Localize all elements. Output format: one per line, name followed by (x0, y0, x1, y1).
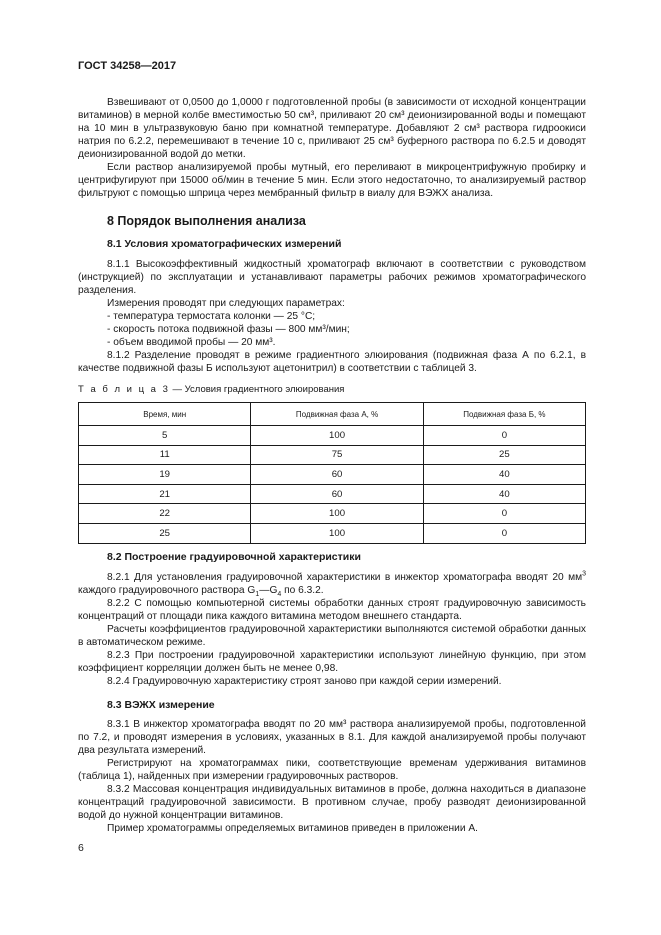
gradient-table (78, 402, 586, 544)
table-cell: 60 (251, 484, 423, 504)
list-item: - объем вводимой пробы — 20 мм³. (107, 337, 276, 348)
table-cell: 0 (423, 504, 585, 524)
paragraph: 8.1.2 Разделение проводят в режиме градиентного элюирования (подвижная фаза А по 6.2.1, в качестве подвижной фазы Б используют ацетонитрил) в соответствии с таблицей 3. (78, 350, 586, 374)
section-8-2-text (78, 571, 586, 688)
table-header-row (79, 403, 586, 426)
section-8-title: 8 Порядок выполнения анализа (107, 214, 306, 228)
paragraph: Расчеты коэффициентов градуировочной характеристики выполняются системой обработки данных в автоматическом режиме. (78, 624, 586, 648)
section-8-1-title: 8.1 Условия хроматографических измерений (107, 238, 342, 250)
table-row (79, 504, 586, 524)
table-row (79, 426, 586, 446)
table-cell: 5 (79, 426, 251, 446)
table-caption-text: — Условия градиентного элюирования (169, 384, 345, 395)
paragraph: 8.2.4 Градуировочную характеристику строят заново при каждой серии измерений. (107, 676, 502, 687)
paragraph: Если раствор анализируемой пробы мутный, его переливают в микроцентрифужную пробирку и центрифугируют при 15000 об/мин в течение 5 мин. Если этого недостаточно, то анализируемый раствор фильтруют с помощью шприца через мембранный фильтр в виалу для ВЭЖХ анализа. (78, 162, 586, 199)
table-caption (78, 384, 344, 395)
table-cell: 100 (251, 426, 423, 446)
table-cell: 11 (79, 445, 251, 465)
table-header-cell: Время, мин (79, 403, 251, 426)
table-cell: 75 (251, 445, 423, 465)
table-cell: 40 (423, 465, 585, 485)
table-cell: 0 (423, 426, 585, 446)
paragraph: 8.1.1 Высокоэффективный жидкостный хроматограф включают в соответствии с руководством (инструкцией) по эксплуатации и устанавливают параметры рабочих режимов хроматографического разделения. (78, 259, 586, 296)
paragraph: 8.3.1 В инжектор хроматографа вводят по 20 мм³ раствора анализируемой пробы, подготовленной по 7.2, и проводят измерения в условиях, указанных в 8.1. Для каждой анализируемой пробы получают два результата измерений. (78, 719, 586, 756)
table-cell: 25 (423, 445, 585, 465)
table-caption-prefix: Т а б л и ц а 3 (78, 384, 170, 395)
table-cell: 21 (79, 484, 251, 504)
table-cell: 0 (423, 523, 585, 543)
paragraph: 8.3.2 Массовая концентрация индивидуальных витаминов в пробе, должна находиться в диапазоне концентраций градуировочной зависимости. В противном случае, пробу разводят деионизированной водой до нужной концентрации витаминов. (78, 784, 586, 821)
page-number: 6 (78, 842, 84, 854)
list-item: - температура термостата колонки — 25 °С; (107, 311, 316, 322)
paragraph: 8.2.1 Для установления градуировочной характеристики в инжектор хроматографа вводят 20 $мм^3$ каждого градуировочного раствора $G_1—G_4$ по 6.3.2. (78, 570, 586, 599)
table-cell: 19 (79, 465, 251, 485)
paragraph: Пример хроматограммы определяемых витаминов приведен в приложении А. (107, 823, 478, 834)
paragraph: Взвешивают от 0,0500 до 1,0000 г подготовленной пробы (в зависимости от исходной концентрации витаминов) в мерной колбе вместимостью 50 см³, приливают 20 см³ деионизированной воды и помещают на 10 мин в ультразвуковую баню при комнатной температуре. Добавляют 2 см³ раствора гидроокиси натрия по 6.2.2, перемешивают в течение 10 с, приливают 25 см³ буферного раствора по 6.2.5 и доводят деионизированной водой до метки. (78, 97, 586, 160)
table-cell: 60 (251, 465, 423, 485)
paragraph: Измерения проводят при следующих параметрах: (107, 298, 345, 309)
paragraph: Регистрируют на хроматограммах пики, соответствующие временам удерживания витаминов (таблица 1), найденных при измерении градуировочных растворов. (78, 758, 586, 782)
table-cell: 22 (79, 504, 251, 524)
section-8-3-text (78, 718, 586, 835)
document-header: ГОСТ 34258—2017 (78, 60, 177, 72)
paragraph: 8.2.3 При построении градуировочной характеристики используют линейную функцию, при этом коэффициент корреляции должен быть не менее 0,98. (78, 650, 586, 674)
section-8-1-text (78, 258, 586, 375)
table-row (79, 484, 586, 504)
table-row (79, 523, 586, 543)
table-cell: 40 (423, 484, 585, 504)
paragraph: 8.2.2 С помощью компьютерной системы обработки данных строят градуировочную зависимость концентраций от площади пика каждого витамина методом внешнего стандарта. (78, 598, 586, 622)
table-header-cell: Подвижная фаза Б, % (423, 403, 585, 426)
table-cell: 100 (251, 504, 423, 524)
section-8-3-title: 8.3 ВЭЖХ измерение (107, 699, 215, 711)
list-item: - скорость потока подвижной фазы — 800 мм³/мин; (107, 324, 350, 335)
intro-text (78, 96, 586, 200)
section-8-2-title: 8.2 Построение градуировочной характеристики (107, 551, 361, 563)
table-cell: 25 (79, 523, 251, 543)
table-row (79, 445, 586, 465)
table-header-cell: Подвижная фаза А, % (251, 403, 423, 426)
table-row (79, 465, 586, 485)
table-cell: 100 (251, 523, 423, 543)
